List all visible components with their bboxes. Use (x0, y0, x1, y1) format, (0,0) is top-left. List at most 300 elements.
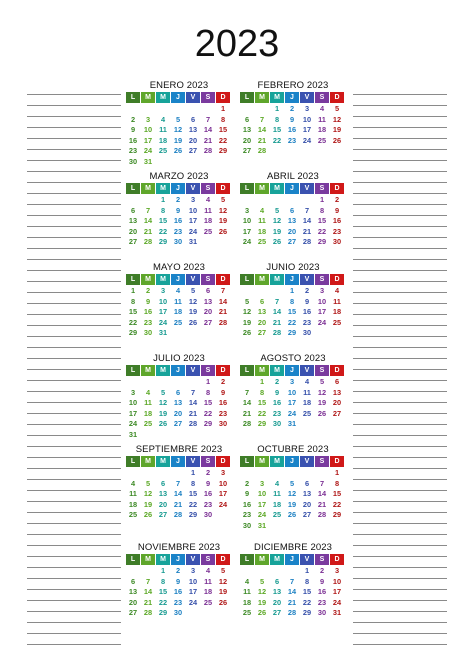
day-cell: 4 (334, 286, 340, 295)
day-cell: 20 (257, 317, 267, 327)
day-cell: 28 (188, 419, 198, 429)
day-cell: 17 (128, 408, 138, 418)
empty-cell (240, 566, 255, 577)
day-cell: 13 (128, 216, 138, 226)
weekday-cell: J (285, 92, 299, 103)
day-cell: 21 (242, 408, 252, 418)
note-line (27, 315, 121, 326)
weekday-cell: J (285, 274, 299, 285)
day-cell: 11 (258, 216, 266, 226)
day-cell: 6 (244, 114, 250, 124)
note-line (27, 128, 121, 139)
day-cell: 8 (160, 205, 166, 215)
day-cell: 22 (218, 135, 228, 145)
weekday-cell: M (156, 92, 170, 103)
empty-cell (255, 195, 270, 206)
day-cell: 31 (188, 237, 198, 247)
note-line (353, 557, 447, 568)
day-cell: 12 (218, 576, 228, 586)
day-cell: 19 (287, 499, 297, 509)
day-grid (240, 286, 346, 339)
day-cell: 5 (145, 478, 151, 488)
note-line (27, 216, 121, 227)
weekday-cell: V (186, 456, 200, 467)
note-line (27, 95, 121, 106)
day-cell: 13 (158, 489, 168, 499)
day-cell: 4 (274, 478, 280, 488)
day-cell: 30 (302, 328, 312, 338)
day-cell: 11 (159, 125, 167, 135)
note-line (353, 304, 447, 315)
day-grid (126, 566, 232, 619)
day-cell: 19 (158, 408, 168, 418)
weekday-cell: V (186, 554, 200, 565)
weekday-cell: M (141, 274, 155, 285)
day-cell: 31 (128, 429, 138, 439)
day-cell: 23 (272, 408, 282, 418)
note-line (353, 337, 447, 348)
day-cell: 14 (257, 125, 267, 135)
day-cell: 30 (128, 156, 138, 166)
day-cell: 26 (257, 608, 267, 618)
weekday-cell: S (201, 456, 215, 467)
day-cell: 2 (274, 377, 280, 386)
weekday-cell: L (240, 183, 254, 194)
day-cell: 6 (175, 387, 181, 397)
day-cell: 4 (259, 205, 265, 215)
empty-cell (141, 468, 156, 479)
day-cell: 24 (128, 419, 138, 429)
day-cell: 4 (160, 114, 166, 124)
day-cell: 24 (188, 597, 198, 607)
day-cell: 8 (304, 576, 310, 586)
note-line (353, 282, 447, 293)
weekday-cell: S (315, 456, 329, 467)
weekday-header (126, 183, 232, 194)
day-cell: 2 (304, 286, 310, 295)
note-line (27, 139, 121, 150)
note-line (353, 315, 447, 326)
weekday-cell: M (255, 554, 269, 565)
note-line (353, 414, 447, 425)
day-cell: 16 (287, 125, 297, 135)
weekday-cell: M (141, 554, 155, 565)
note-line (27, 634, 121, 645)
note-line (353, 502, 447, 513)
note-line (27, 249, 121, 260)
day-cell: 12 (287, 489, 297, 499)
day-cell: 13 (272, 587, 282, 597)
day-cell: 12 (173, 125, 183, 135)
weekday-cell: M (270, 365, 284, 376)
day-cell: 15 (158, 216, 168, 226)
day-cell: 24 (158, 317, 168, 327)
day-cell: 9 (175, 576, 181, 586)
day-cell: 6 (190, 114, 196, 124)
day-cell: 21 (218, 307, 228, 317)
month-title: JULIO 2023 (153, 353, 205, 364)
day-cell: 5 (259, 576, 265, 586)
note-line (27, 282, 121, 293)
day-cell: 21 (203, 135, 213, 145)
empty-cell (141, 566, 156, 577)
day-cell: 25 (242, 608, 252, 618)
weekday-header (126, 456, 232, 467)
note-line (353, 117, 447, 128)
day-cell: 22 (332, 499, 342, 509)
weekday-cell: D (216, 274, 230, 285)
note-line (27, 238, 121, 249)
day-cell: 5 (220, 566, 226, 575)
weekday-cell: D (330, 365, 344, 376)
day-cell: 18 (302, 398, 312, 408)
empty-cell (255, 468, 270, 479)
note-line (353, 183, 447, 194)
day-cell: 12 (317, 387, 327, 397)
day-cell: 5 (274, 205, 280, 215)
day-cell: 7 (145, 205, 151, 215)
note-line (353, 447, 447, 458)
day-cell: 25 (158, 146, 168, 156)
weekday-cell: S (201, 92, 215, 103)
day-cell: 9 (334, 205, 340, 215)
note-line (27, 524, 121, 535)
empty-cell (171, 468, 186, 479)
day-cell: 9 (289, 114, 295, 124)
day-cell: 25 (317, 135, 327, 145)
day-cell: 19 (143, 499, 153, 509)
day-cell: 9 (145, 296, 151, 306)
day-cell: 25 (302, 408, 312, 418)
day-grid (240, 104, 346, 157)
day-cell: 25 (128, 510, 138, 520)
day-cell: 8 (205, 387, 211, 397)
day-cell: 1 (190, 468, 196, 477)
day-cell: 20 (188, 135, 198, 145)
day-cell: 13 (188, 125, 198, 135)
day-cell: 6 (274, 576, 280, 586)
day-cell: 2 (205, 468, 211, 477)
month-title: FEBRERO 2023 (257, 80, 329, 91)
weekday-cell: L (240, 365, 254, 376)
empty-cell (255, 566, 270, 577)
weekday-cell: D (330, 554, 344, 565)
day-cell: 18 (128, 499, 138, 509)
day-cell: 22 (257, 408, 267, 418)
day-cell: 23 (128, 146, 138, 156)
note-line (27, 535, 121, 546)
day-cell: 9 (220, 387, 226, 397)
day-cell: 11 (318, 114, 326, 124)
day-cell: 12 (272, 216, 282, 226)
day-cell: 3 (190, 566, 196, 575)
weekday-cell: D (216, 92, 230, 103)
day-cell: 22 (188, 499, 198, 509)
note-line (27, 117, 121, 128)
empty-cell (156, 104, 171, 115)
day-cell: 29 (203, 419, 213, 429)
day-cell: 7 (304, 205, 310, 215)
weekday-cell: V (186, 274, 200, 285)
weekday-cell: L (126, 456, 140, 467)
note-line (27, 183, 121, 194)
day-cell: 17 (218, 489, 228, 499)
day-cell: 8 (289, 296, 295, 306)
note-line (27, 469, 121, 480)
day-cell: 5 (334, 104, 340, 113)
day-cell: 2 (220, 377, 226, 386)
day-cell: 22 (287, 317, 297, 327)
day-cell: 20 (128, 597, 138, 607)
weekday-header (126, 92, 232, 103)
note-line (27, 106, 121, 117)
day-cell: 28 (302, 237, 312, 247)
day-cell: 17 (302, 125, 312, 135)
day-cell: 8 (220, 114, 226, 124)
note-line (27, 84, 121, 95)
day-cell: 9 (244, 489, 250, 499)
day-cell: 8 (130, 296, 136, 306)
day-cell: 21 (302, 226, 312, 236)
note-line (353, 348, 447, 359)
day-cell: 26 (173, 146, 183, 156)
empty-cell (126, 377, 141, 388)
weekday-cell: J (171, 554, 185, 565)
day-cell: 6 (259, 296, 265, 306)
day-cell: 2 (175, 566, 181, 575)
day-cell: 7 (145, 576, 151, 586)
day-grid (240, 377, 346, 430)
day-cell: 10 (128, 398, 138, 408)
weekday-header (126, 274, 232, 285)
month-title: SEPTIEMBRE 2023 (135, 444, 223, 455)
day-cell: 3 (145, 114, 151, 124)
note-line (353, 381, 447, 392)
day-cell: 14 (173, 489, 183, 499)
day-cell: 13 (302, 489, 312, 499)
day-cell: 28 (203, 146, 213, 156)
month-block (240, 261, 346, 339)
day-cell: 28 (272, 328, 282, 338)
day-cell: 8 (319, 205, 325, 215)
day-cell: 3 (244, 205, 250, 215)
empty-cell (156, 377, 171, 388)
day-cell: 14 (272, 307, 282, 317)
day-cell: 27 (173, 419, 183, 429)
weekday-header (240, 456, 346, 467)
day-cell: 28 (257, 146, 267, 156)
day-cell: 31 (143, 156, 153, 166)
note-line (27, 260, 121, 271)
day-cell: 10 (188, 205, 198, 215)
day-cell: 2 (175, 195, 181, 204)
day-cell: 21 (173, 499, 183, 509)
note-line (27, 304, 121, 315)
note-line (353, 205, 447, 216)
day-cell: 16 (242, 499, 252, 509)
weekday-cell: L (126, 554, 140, 565)
weekday-cell: J (171, 456, 185, 467)
day-cell: 6 (289, 205, 295, 215)
day-cell: 3 (160, 286, 166, 295)
day-cell: 10 (188, 576, 198, 586)
weekday-cell: S (315, 365, 329, 376)
day-cell: 13 (242, 125, 252, 135)
note-line (27, 491, 121, 502)
note-line (353, 568, 447, 579)
day-cell: 5 (289, 478, 295, 488)
day-cell: 25 (143, 419, 153, 429)
day-cell: 8 (160, 576, 166, 586)
day-cell: 24 (302, 135, 312, 145)
note-line (353, 150, 447, 161)
day-cell: 10 (287, 387, 297, 397)
day-cell: 1 (289, 286, 295, 295)
weekday-cell: D (216, 554, 230, 565)
day-cell: 17 (332, 587, 342, 597)
note-line (353, 139, 447, 150)
month-title: DICIEMBRE 2023 (254, 542, 332, 553)
day-cell: 29 (188, 510, 198, 520)
weekday-cell: L (240, 92, 254, 103)
day-cell: 11 (174, 296, 182, 306)
month-block (126, 541, 232, 619)
weekday-cell: M (270, 183, 284, 194)
day-cell: 3 (319, 286, 325, 295)
empty-cell (255, 104, 270, 115)
note-line (27, 601, 121, 612)
day-cell: 14 (143, 587, 153, 597)
weekday-cell: S (315, 92, 329, 103)
day-grid (240, 468, 346, 532)
day-cell: 1 (220, 104, 226, 113)
day-cell: 30 (203, 510, 213, 520)
day-cell: 3 (190, 195, 196, 204)
day-cell: 21 (287, 597, 297, 607)
weekday-cell: L (126, 365, 140, 376)
day-cell: 16 (317, 587, 327, 597)
day-cell: 10 (257, 489, 267, 499)
day-cell: 14 (317, 489, 327, 499)
day-cell: 26 (287, 510, 297, 520)
empty-cell (300, 468, 315, 479)
day-cell: 26 (317, 408, 327, 418)
month-block (240, 79, 346, 157)
day-cell: 27 (158, 510, 168, 520)
note-line (353, 95, 447, 106)
day-cell: 8 (190, 478, 196, 488)
note-line (27, 579, 121, 590)
day-cell: 22 (158, 226, 168, 236)
weekday-cell: S (201, 274, 215, 285)
day-cell: 4 (130, 478, 136, 488)
day-cell: 9 (205, 478, 211, 488)
weekday-cell: S (201, 183, 215, 194)
weekday-header (240, 183, 346, 194)
empty-cell (240, 195, 255, 206)
day-cell: 7 (274, 296, 280, 306)
weekday-cell: V (300, 456, 314, 467)
day-cell: 20 (302, 499, 312, 509)
day-cell: 22 (158, 597, 168, 607)
day-cell: 10 (332, 576, 342, 586)
day-cell: 23 (173, 226, 183, 236)
day-cell: 7 (190, 387, 196, 397)
day-cell: 6 (130, 205, 136, 215)
day-cell: 5 (190, 286, 196, 295)
day-cell: 19 (257, 597, 267, 607)
empty-cell (126, 104, 141, 115)
day-cell: 6 (130, 576, 136, 586)
day-cell: 15 (218, 125, 228, 135)
note-line (27, 172, 121, 183)
note-line (27, 194, 121, 205)
day-cell: 20 (272, 597, 282, 607)
day-cell: 2 (319, 566, 325, 575)
day-cell: 26 (158, 419, 168, 429)
note-line (27, 205, 121, 216)
weekday-cell: V (300, 554, 314, 565)
day-grid (240, 566, 346, 619)
day-cell: 13 (203, 296, 213, 306)
weekday-cell: D (216, 183, 230, 194)
day-cell: 14 (203, 125, 213, 135)
day-cell: 11 (204, 205, 212, 215)
day-cell: 22 (128, 317, 138, 327)
note-line (353, 271, 447, 282)
day-cell: 15 (287, 307, 297, 317)
note-line (27, 557, 121, 568)
empty-cell (141, 377, 156, 388)
empty-cell (240, 104, 255, 115)
day-cell: 17 (287, 398, 297, 408)
note-line (353, 524, 447, 535)
note-line (27, 359, 121, 370)
weekday-cell: V (300, 274, 314, 285)
empty-cell (285, 566, 300, 577)
weekday-header (240, 554, 346, 565)
note-line (27, 458, 121, 469)
weekday-cell: J (285, 456, 299, 467)
day-cell: 25 (203, 226, 213, 236)
note-line (353, 370, 447, 381)
day-cell: 21 (257, 135, 267, 145)
day-cell: 24 (317, 317, 327, 327)
day-cell: 18 (203, 587, 213, 597)
day-cell: 7 (205, 114, 211, 124)
note-line (27, 337, 121, 348)
weekday-cell: S (201, 365, 215, 376)
day-cell: 2 (289, 104, 295, 113)
day-cell: 1 (304, 566, 310, 575)
day-cell: 7 (220, 286, 226, 295)
day-cell: 25 (257, 237, 267, 247)
weekday-cell: M (156, 456, 170, 467)
day-cell: 3 (220, 468, 226, 477)
day-cell: 2 (145, 286, 151, 295)
note-line (353, 425, 447, 436)
day-cell: 12 (242, 307, 252, 317)
day-cell: 4 (205, 195, 211, 204)
weekday-cell: V (300, 183, 314, 194)
day-cell: 3 (259, 478, 265, 488)
note-line (27, 381, 121, 392)
month-block (240, 541, 346, 619)
day-cell: 13 (128, 587, 138, 597)
note-line (353, 128, 447, 139)
day-cell: 30 (272, 419, 282, 429)
day-cell: 6 (160, 478, 166, 488)
